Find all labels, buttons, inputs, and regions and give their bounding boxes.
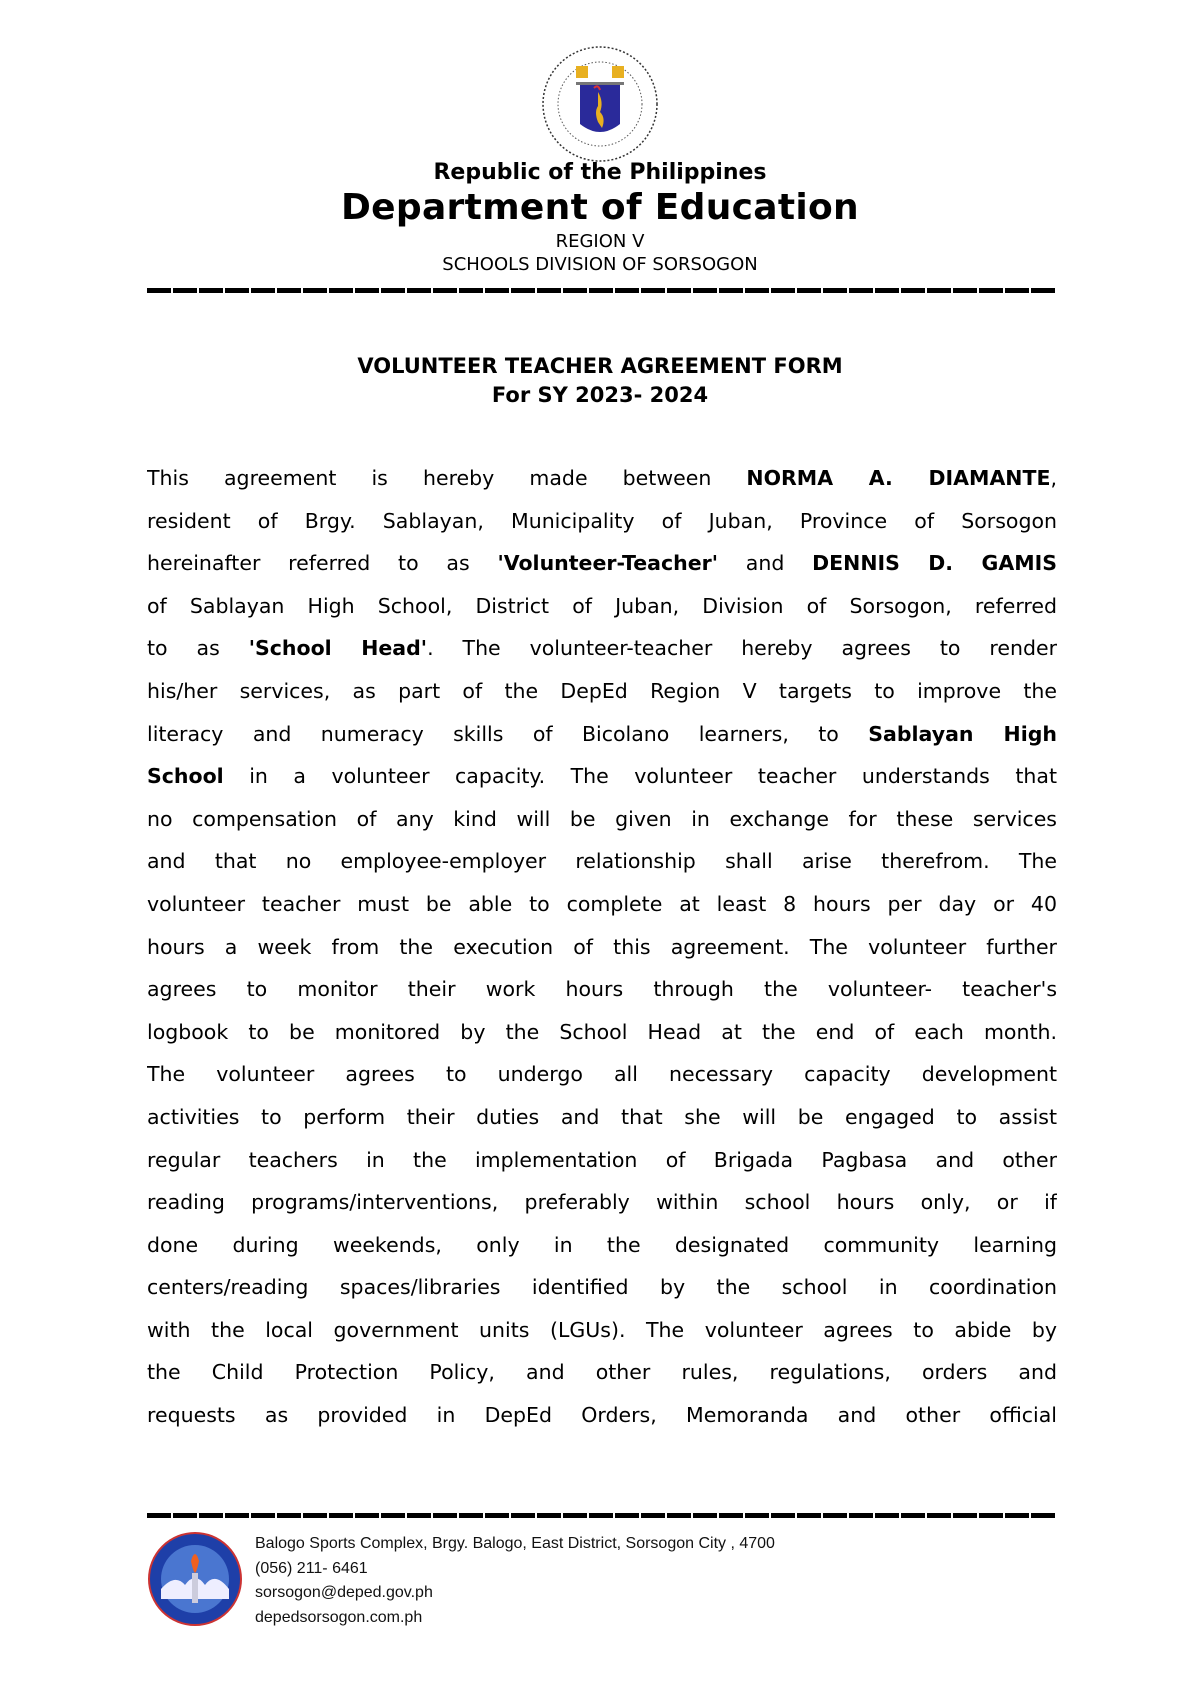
agreement-bold-text: 'Volunteer-Teacher' (497, 551, 719, 576)
agreement-line (147, 1189, 1057, 1232)
agreement-text: requests as provided in DepEd Orders, Memoranda and other official (147, 1403, 1057, 1428)
form-subtitle: For SY 2023- 2024 (491, 383, 709, 407)
agreement-text: . The volunteer-teacher hereby agrees to render (427, 636, 1057, 661)
agreement-line (147, 1147, 1057, 1190)
region-label: REGION V (555, 231, 645, 252)
agreement-bold-text: DENNIS D. GAMIS (812, 551, 1057, 576)
agreement-text: logbook to be monitored by the School Head at the end of each month. (147, 1019, 1057, 1044)
agreement-body (147, 465, 1057, 1445)
agreement-text: volunteer teacher must be able to complete at least 8 hours per day or 40 (147, 891, 1057, 916)
department-heading: Department of Education (341, 187, 859, 228)
agreement-text: in a volunteer capacity. The volunteer teacher understands that (223, 764, 1057, 789)
agreement-text: agrees to monitor their work hours through the volunteer- teacher's (147, 977, 1057, 1002)
agreement-text: his/her services, as part of the DepEd Region V targets to improve the (147, 678, 1057, 703)
agreement-text: This agreement is hereby made between (147, 466, 747, 490)
agreement-text: activities to perform their duties and that she will be engaged to assist (147, 1104, 1057, 1129)
agreement-line (147, 465, 1057, 508)
agreement-line (147, 934, 1057, 977)
agreement-text: , (1050, 466, 1057, 490)
agreement-text: the Child Protection Policy, and other rules, regulations, orders and (147, 1360, 1057, 1385)
agreement-line (147, 1274, 1057, 1317)
agreement-text: resident of Brgy. Sablayan, Municipality of Juban, Province of Sorsogon (147, 508, 1057, 533)
agreement-line (147, 1104, 1057, 1147)
agreement-line (147, 763, 1057, 806)
agreement-line (147, 1232, 1057, 1275)
agreement-line (147, 635, 1057, 678)
republic-heading: Republic of the Philippines (433, 160, 767, 185)
footer-address: Balogo Sports Complex, Brgy. Balogo, East District, Sorsogon City , 4700 (255, 1535, 775, 1552)
agreement-text: no compensation of any kind will be given in exchange for these services (147, 806, 1057, 831)
agreement-text: done during weekends, only in the designated community learning (147, 1232, 1057, 1257)
header-divider (147, 288, 1057, 293)
form-title: VOLUNTEER TEACHER AGREEMENT FORM (357, 354, 843, 378)
agreement-line (147, 1317, 1057, 1360)
footer-website[interactable]: depedsorsogon.com.ph (255, 1608, 423, 1626)
agreement-text: with the local government units (LGUs). The volunteer agrees to abide by (147, 1317, 1057, 1342)
agreement-text: of Sablayan High School, District of Juban, Division of Sorsogon, referred (147, 593, 1057, 618)
agreement-line (147, 976, 1057, 1019)
agreement-line (147, 508, 1057, 551)
agreement-text: reading programs/interventions, preferably within school hours only, or if (147, 1190, 1057, 1215)
division-label: SCHOOLS DIVISION OF SORSOGON (442, 254, 758, 275)
footer-contact (255, 1532, 775, 1630)
agreement-text: and that no employee-employer relationship shall arise therefrom. The (147, 849, 1057, 874)
agreement-line (147, 1402, 1057, 1445)
deped-seal-logo (540, 44, 660, 164)
agreement-bold-text: Sablayan High (868, 721, 1057, 746)
agreement-bold-text: 'School Head' (248, 636, 428, 661)
footer-divider (147, 1513, 1057, 1518)
agreement-line (147, 891, 1057, 934)
footer-email[interactable]: sorsogon@deped.gov.ph (255, 1584, 433, 1601)
sdo-sorsogon-logo (147, 1531, 243, 1627)
agreement-line (147, 678, 1057, 721)
footer-phone: (056) 211- 6461 (255, 1559, 368, 1577)
agreement-text: The volunteer agrees to undergo all necessary capacity development (147, 1062, 1057, 1087)
agreement-line (147, 806, 1057, 849)
agreement-text: to as (147, 636, 249, 661)
agreement-text: hereinafter referred to as (147, 551, 498, 576)
agreement-line (147, 721, 1057, 764)
agreement-text: hours a week from the execution of this agreement. The volunteer further (147, 934, 1057, 959)
agreement-text: regular teachers in the implementation of Brigada Pagbasa and other (147, 1147, 1057, 1172)
agreement-line (147, 1061, 1057, 1104)
agreement-line (147, 593, 1057, 636)
agreement-line (147, 848, 1057, 891)
agreement-text: literacy and numeracy skills of Bicolano learners, to (147, 721, 869, 746)
agreement-bold-text: NORMA A. DIAMANTE (746, 466, 1051, 490)
agreement-bold-text: School (147, 764, 224, 789)
agreement-text: and (718, 551, 813, 576)
agreement-line (147, 1359, 1057, 1402)
agreement-text: centers/reading spaces/libraries identified by the school in coordination (147, 1275, 1057, 1300)
agreement-line (147, 1019, 1057, 1062)
agreement-line (147, 550, 1057, 593)
